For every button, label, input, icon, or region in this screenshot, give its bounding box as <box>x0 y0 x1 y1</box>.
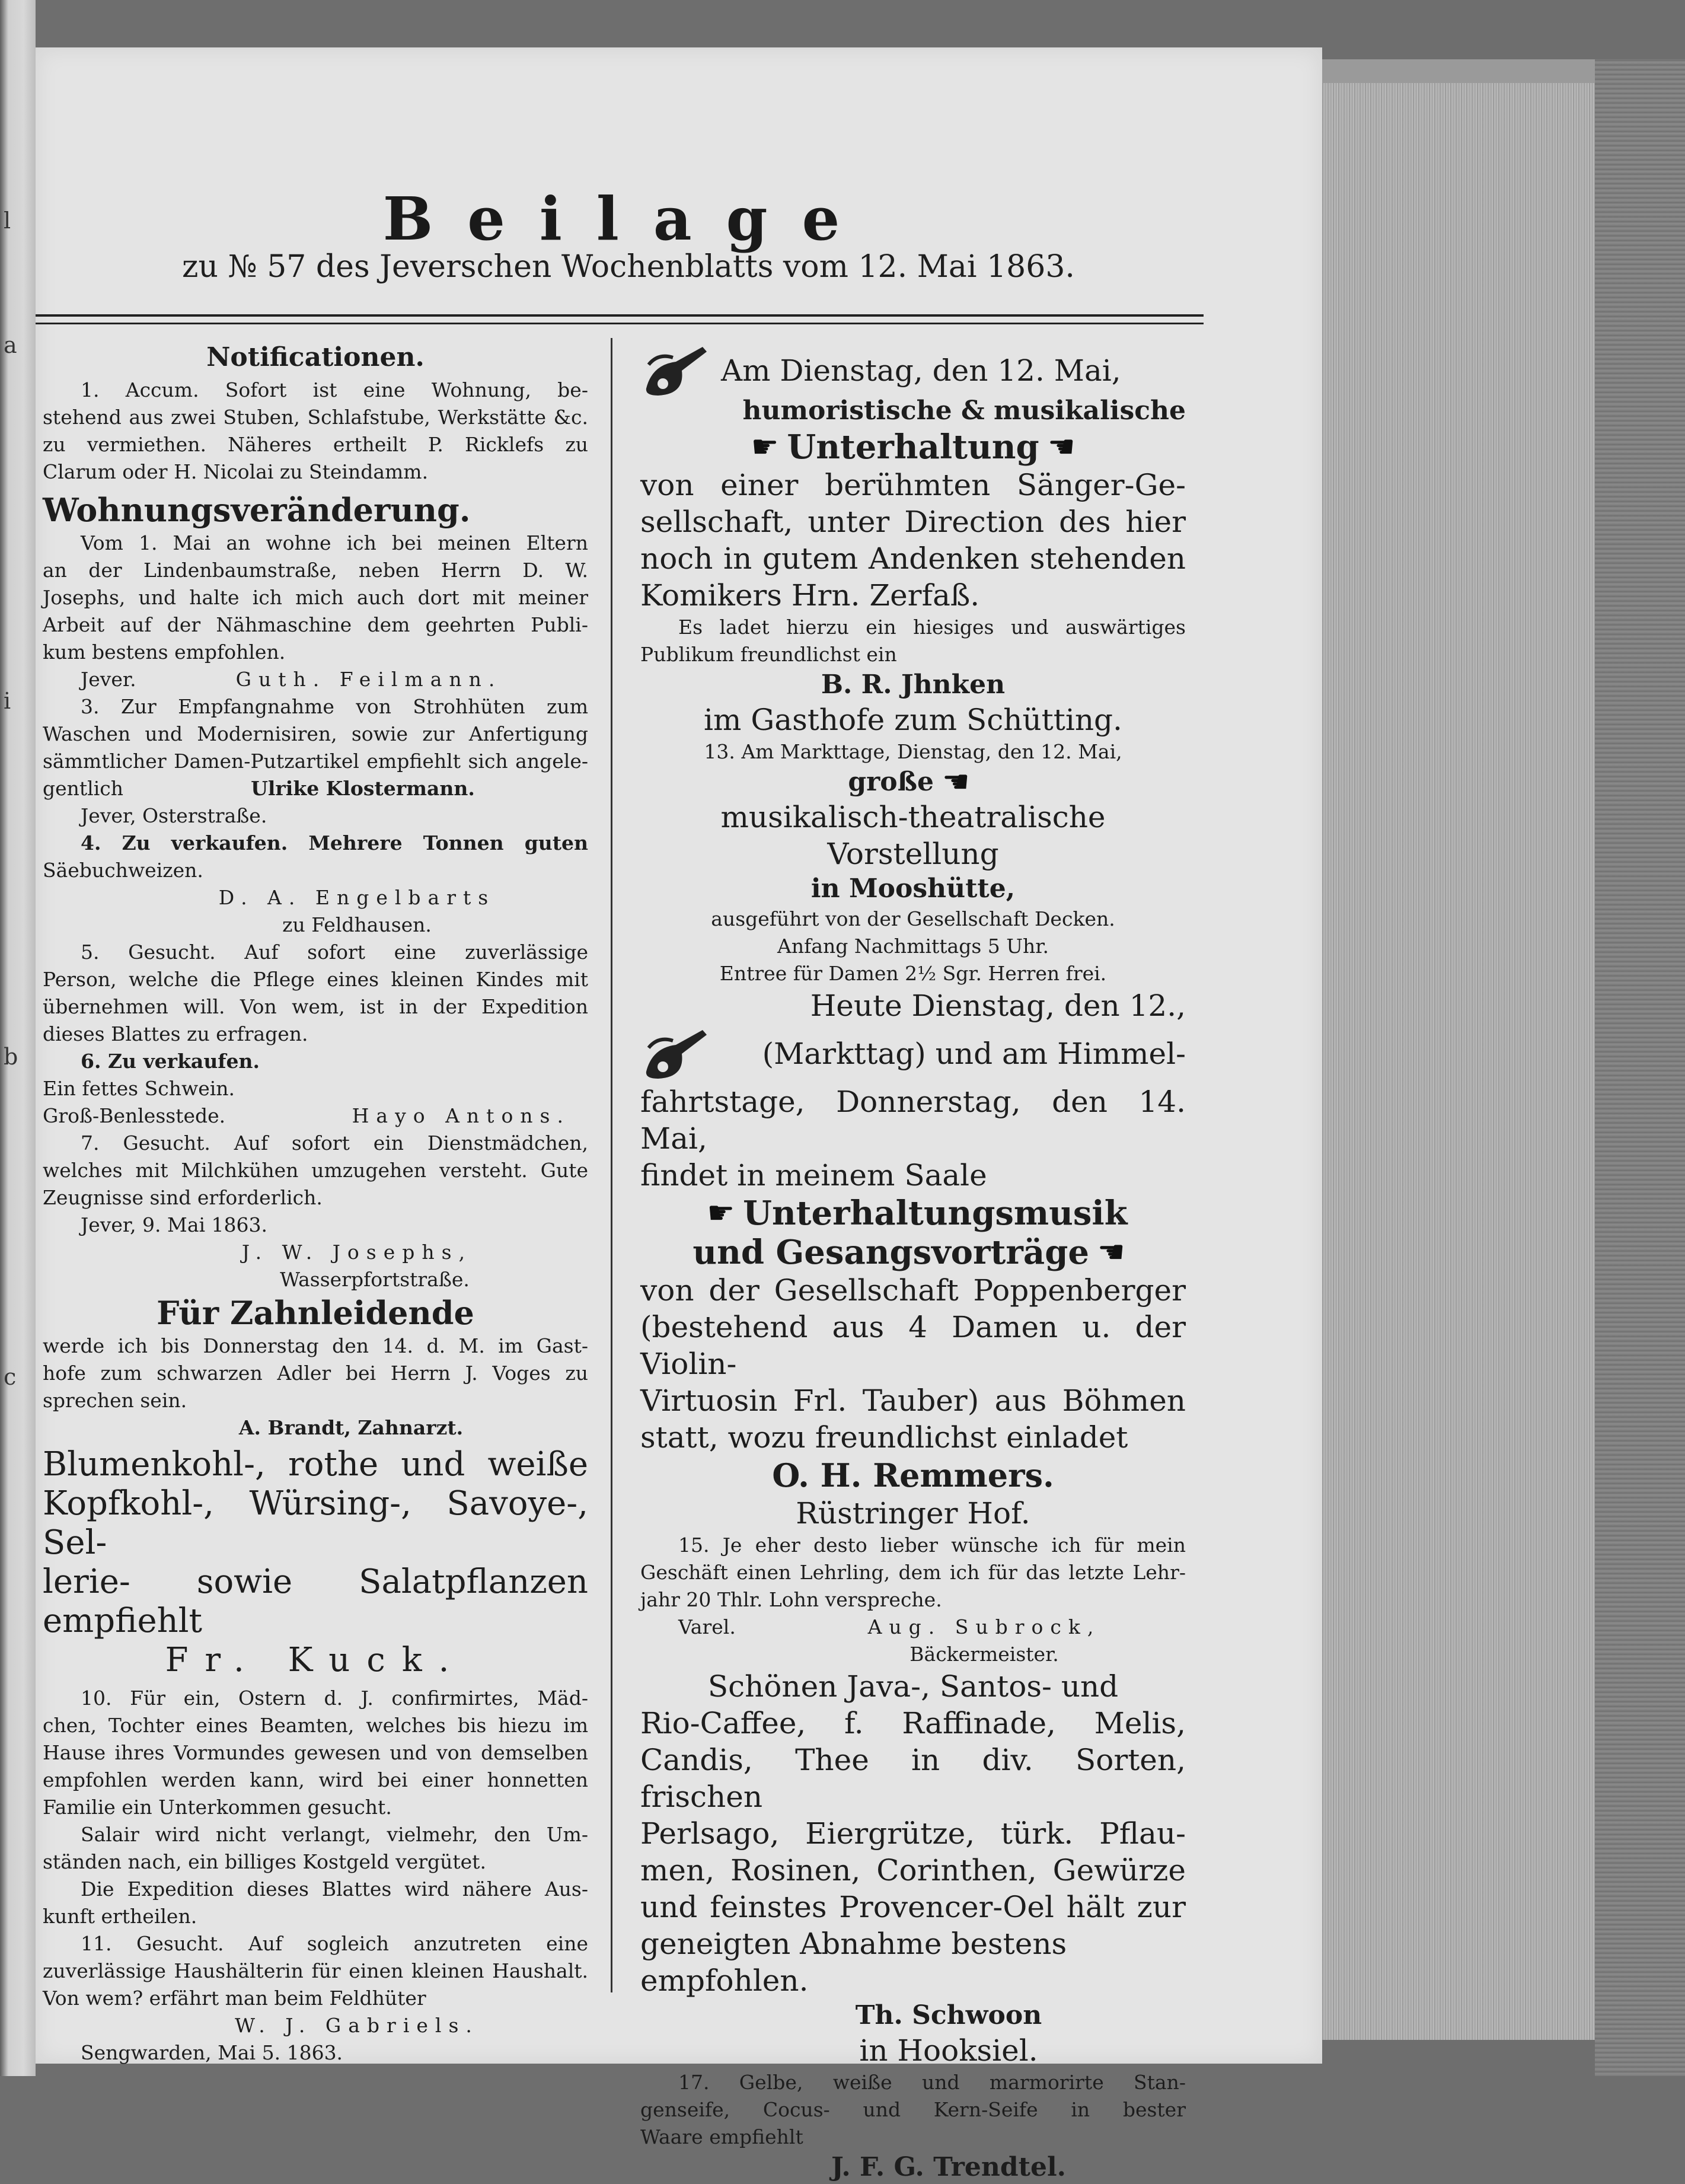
ad-14-signature-place: Rüstringer Hof. <box>796 1496 1030 1531</box>
guitar-icon <box>640 341 711 400</box>
ad-10-line: empfohlen werden kann, wird bei einer honnetten <box>43 1768 588 1791</box>
masthead-subtitle: zu № 57 des Jeverschen Wochenblatts vom 12. Mai 1863. <box>182 249 1075 285</box>
ad-4-signature-place: zu Feldhausen. <box>282 913 432 936</box>
ad-11-date: Sengwarden, Mai 5. 1863. <box>81 2041 343 2064</box>
book-cover <box>1595 59 1685 2076</box>
ad-13-line: ausgeführt von der Gesellschaft Decken. <box>711 907 1115 930</box>
ad-2-line: Arbeit auf der Nähmaschine dem geehrten Publi- <box>43 613 588 636</box>
ad-16-line: Candis, Thee in div. Sorten, frischen <box>640 1743 1186 1814</box>
ad-1-line: zu vermiethen. Näheres ertheilt P. Ricklefs zu <box>43 433 588 456</box>
ad-6-heading: 6. Zu verkaufen. <box>81 1050 260 1073</box>
guitar-icon <box>640 1024 711 1083</box>
ad-14-title: Unterhaltungsmusik <box>743 1194 1128 1233</box>
ad-11-line: zuverlässige Haushälterin für einen kleinen Haushalt. <box>43 1959 588 1982</box>
ad-10-line: Hause ihres Vormundes gewesen und von demselben <box>43 1741 588 1764</box>
header-rule <box>36 314 1204 324</box>
ad-16-line: Schönen Java-, Santos- und <box>707 1669 1119 1704</box>
ad-2-line: Vom 1. Mai an wohne ich bei meinen Eltern <box>81 531 588 554</box>
ad-11-signature: W. J. Gabriels. <box>235 2014 479 2037</box>
ad-7-date: Jever, 9. Mai 1863. <box>81 1213 268 1236</box>
column-divider <box>611 338 612 1992</box>
ad-12-signature: B. R. Jhnken <box>821 669 1006 700</box>
ad-7-line: 7. Gesucht. Auf sofort ein Dienstmädchen, <box>81 1131 588 1155</box>
ad-10-line: 10. Für ein, Ostern d. J. confirmirtes, Mäd- <box>81 1686 588 1710</box>
ad-14-signature: O. H. Remmers. <box>772 1456 1054 1494</box>
ad-3-line: Jever, Osterstraße. <box>81 804 267 827</box>
ad-16-signature-place: in Hooksiel. <box>859 2033 1038 2068</box>
ad-1-line: stehend aus zwei Stuben, Schlafstube, Werkstätte &c. <box>43 406 588 429</box>
ad-17-line: 17. Gelbe, weiße und marmorirte Stan- <box>678 2071 1186 2094</box>
ad-14-line: fahrtstage, Donnerstag, den 14. Mai, <box>640 1085 1186 1156</box>
ad-2-line: an der Lindenbaumstraße, neben Herrn D. W. <box>43 559 588 582</box>
left-column <box>43 341 588 2067</box>
ad-8-line: werde ich bis Donnerstag den 14. d. M. im Gast- <box>43 1334 588 1357</box>
ad-15-place: Varel. <box>678 1615 736 1638</box>
ad-5-line: Person, welche die Pflege eines kleinen Kindes mit <box>43 968 588 991</box>
ad-15-signature: Aug. Subrock, <box>867 1615 1101 1638</box>
ad-2-line: kum bestens empfohlen. <box>43 640 286 664</box>
ad-14-title: und Gesangsvorträge <box>692 1233 1089 1272</box>
ad-14-line: von der Gesellschaft Poppenberger <box>640 1273 1186 1308</box>
ad-17-line: Waare empfiehlt <box>640 2125 803 2148</box>
ad-4-line: Säebuchweizen. <box>43 859 203 882</box>
ad-15-line: jahr 20 Thlr. Lohn verspreche. <box>640 1588 942 1611</box>
ad-16-line: geneigten Abnahme bestens empfohlen. <box>640 1927 1067 1998</box>
ad-9-signature: Fr. Kuck. <box>165 1641 466 1679</box>
masthead-title: Beilage <box>382 184 875 254</box>
right-column <box>640 341 1186 2184</box>
ad-12-line: von einer berühmten Sänger-Ge- <box>640 468 1186 502</box>
ad-1-line: 1. Accum. Sofort ist eine Wohnung, be- <box>81 378 588 401</box>
ad-14-line: (bestehend aus 4 Damen u. der Violin- <box>640 1310 1186 1381</box>
ad-10-line: Familie ein Unterkommen gesucht. <box>43 1796 392 1819</box>
ad-12-heading: humoristische & musikalische <box>742 396 1186 426</box>
ad-3-line: gentlich <box>43 777 124 800</box>
ad-10-line: Salair wird nicht verlangt, vielmehr, den Um- <box>81 1823 588 1846</box>
ad-6-signature: Hayo Antons. <box>352 1104 570 1127</box>
ad-9-line: lerie- sowie Salatpflanzen empfiehlt <box>43 1563 588 1640</box>
ad-4-line: 4. Zu verkaufen. Mehrere Tonnen guten <box>81 831 588 855</box>
ad-16-signature: Th. Schwoon <box>855 2000 1042 2030</box>
ad-8-line: sprechen sein. <box>43 1389 187 1412</box>
ad-2-place: Jever. <box>81 668 136 691</box>
previous-page-edge: l a i b c <box>0 0 36 2076</box>
ad-7-signature: J. W. Josephs, <box>241 1241 473 1264</box>
ad-15-line: 15. Je eher desto lieber wünsche ich für mein <box>678 1533 1186 1557</box>
ad-12-signature-place: im Gasthofe zum Schütting. <box>704 703 1122 737</box>
ad-2-line: Josephs, und halte ich mich auch dort mit meiner <box>43 586 588 609</box>
pointing-hand-left-icon: ☛ <box>1097 1235 1125 1270</box>
ad-11-line: 11. Gesucht. Auf sogleich anzutreten eine <box>81 1932 588 1955</box>
ad-6-line: Ein fettes Schwein. <box>43 1077 235 1100</box>
dentist-heading: Für Zahnleidende <box>157 1294 474 1332</box>
ad-14-line: Virtuosin Frl. Tauber) aus Böhmen <box>640 1383 1186 1418</box>
ad-12-line: Komikers Hrn. Zerfaß. <box>640 578 980 613</box>
ad-6-line: Groß-Benlesstede. <box>43 1104 226 1127</box>
ad-10-line: chen, Tochter eines Beamten, welches bis hiezu im <box>43 1714 588 1737</box>
ad-14-line: (Markttag) und am Himmel- <box>762 1037 1186 1071</box>
ad-8-signature: A. Brandt, Zahnarzt. <box>238 1416 464 1439</box>
ad-12-line: sellschaft, unter Direction des hier <box>640 505 1186 539</box>
ad-10-line: ständen nach, ein billiges Kostgeld vergütet. <box>43 1850 486 1873</box>
ad-17-line: genseife, Cocus- und Kern-Seife in bester <box>640 2098 1186 2121</box>
ad-9-line: Kopfkohl-, Würsing-, Savoye-, Sel- <box>43 1484 588 1562</box>
ad-13-line: 13. Am Markttage, Dienstag, den 12. Mai, <box>704 740 1122 763</box>
ad-14-line: statt, wozu freundlichst einladet <box>640 1420 1128 1455</box>
notifications-heading: Notificationen. <box>206 342 425 372</box>
ad-3-signature: Ulrike Klostermann. <box>251 777 475 800</box>
ad-1-line: Clarum oder H. Nicolai zu Steindamm. <box>43 460 429 483</box>
ad-7-line: welches mit Milchkühen umzugehen versteht. Gute <box>43 1159 588 1182</box>
pointing-hand-right-icon: ☛ <box>707 1195 735 1231</box>
ad-5-line: 5. Gesucht. Auf sofort eine zuverlässige <box>81 940 588 964</box>
moving-notice-heading: Wohnungsveränderung. <box>43 491 471 529</box>
ad-16-line: Perlsago, Eiergrütze, türk. Pflau- <box>640 1816 1186 1851</box>
ad-16-line: men, Rosinen, Corinthen, Gewürze <box>640 1853 1186 1888</box>
book-page-edges <box>1322 83 1595 2040</box>
ad-13-heading: große <box>848 767 934 797</box>
ad-16-line: Rio-Caffee, f. Raffinade, Melis, <box>640 1706 1186 1740</box>
ad-8-line: hofe zum schwarzen Adler bei Herrn J. Voges zu <box>43 1362 588 1385</box>
ad-7-line: Zeugnisse sind erforderlich. <box>43 1186 323 1209</box>
ad-9-line: Blumenkohl-, rothe und weiße <box>43 1445 588 1484</box>
ad-12-line: noch in gutem Andenken stehenden <box>640 541 1186 576</box>
ad-3-line: sämmtlicher Damen-Putzartikel empfiehlt sich angele- <box>43 750 588 773</box>
ad-12-line: Es ladet hierzu ein hiesiges und auswärtiges <box>678 616 1186 639</box>
ad-12-title: Unterhaltung <box>787 428 1039 467</box>
ad-12-line: Am Dienstag, den 12. Mai, <box>721 353 1121 388</box>
ad-13-title: musikalisch-theatralische Vorstellung <box>720 800 1106 871</box>
ad-14-line: Heute Dienstag, den 12., <box>810 989 1186 1023</box>
ad-17-signature: J. F. G. Trendtel. <box>831 2152 1066 2182</box>
ad-5-line: übernehmen will. Von wem, ist in der Expedition <box>43 995 588 1018</box>
ad-11-line: Von wem? erfährt man beim Feldhüter <box>43 1987 426 2010</box>
ad-5-line: dieses Blattes zu erfragen. <box>43 1022 308 1045</box>
ad-4-signature: D. A. Engelbarts <box>218 886 496 909</box>
ad-13-line: Anfang Nachmittags 5 Uhr. <box>777 935 1049 958</box>
ad-10-line: Die Expedition dieses Blattes wird nähere Aus- <box>81 1877 588 1901</box>
ad-7-signature-street: Wasserpfortstraße. <box>280 1268 470 1291</box>
ad-15-line: Geschäft einen Lehrling, dem ich für das letzte Lehr- <box>640 1561 1186 1584</box>
ad-3-line: Waschen und Modernisiren, sowie zur Anfertigung <box>43 722 588 745</box>
ad-2-signature: Guth. Feilmann. <box>235 668 502 691</box>
ad-12-line: Publikum freundlichst ein <box>640 643 897 666</box>
pointing-hand-left-icon: ☛ <box>1047 429 1076 465</box>
ad-3-line: 3. Zur Empfangnahme von Strohhüten zum <box>81 695 588 718</box>
ad-13-venue: in Mooshütte, <box>810 873 1016 904</box>
ad-13-line: Entree für Damen 2½ Sgr. Herren frei. <box>719 962 1107 985</box>
pointing-hand-left-icon: ☛ <box>942 764 970 800</box>
ad-14-line: findet in meinem Saale <box>640 1158 987 1193</box>
ad-16-line: und feinstes Provencer-Oel hält zur <box>640 1890 1186 1924</box>
ad-15-signature-title: Bäckermeister. <box>909 1643 1059 1666</box>
pointing-hand-right-icon: ☛ <box>751 429 779 465</box>
ad-10-line: kunft ertheilen. <box>43 1905 197 1928</box>
